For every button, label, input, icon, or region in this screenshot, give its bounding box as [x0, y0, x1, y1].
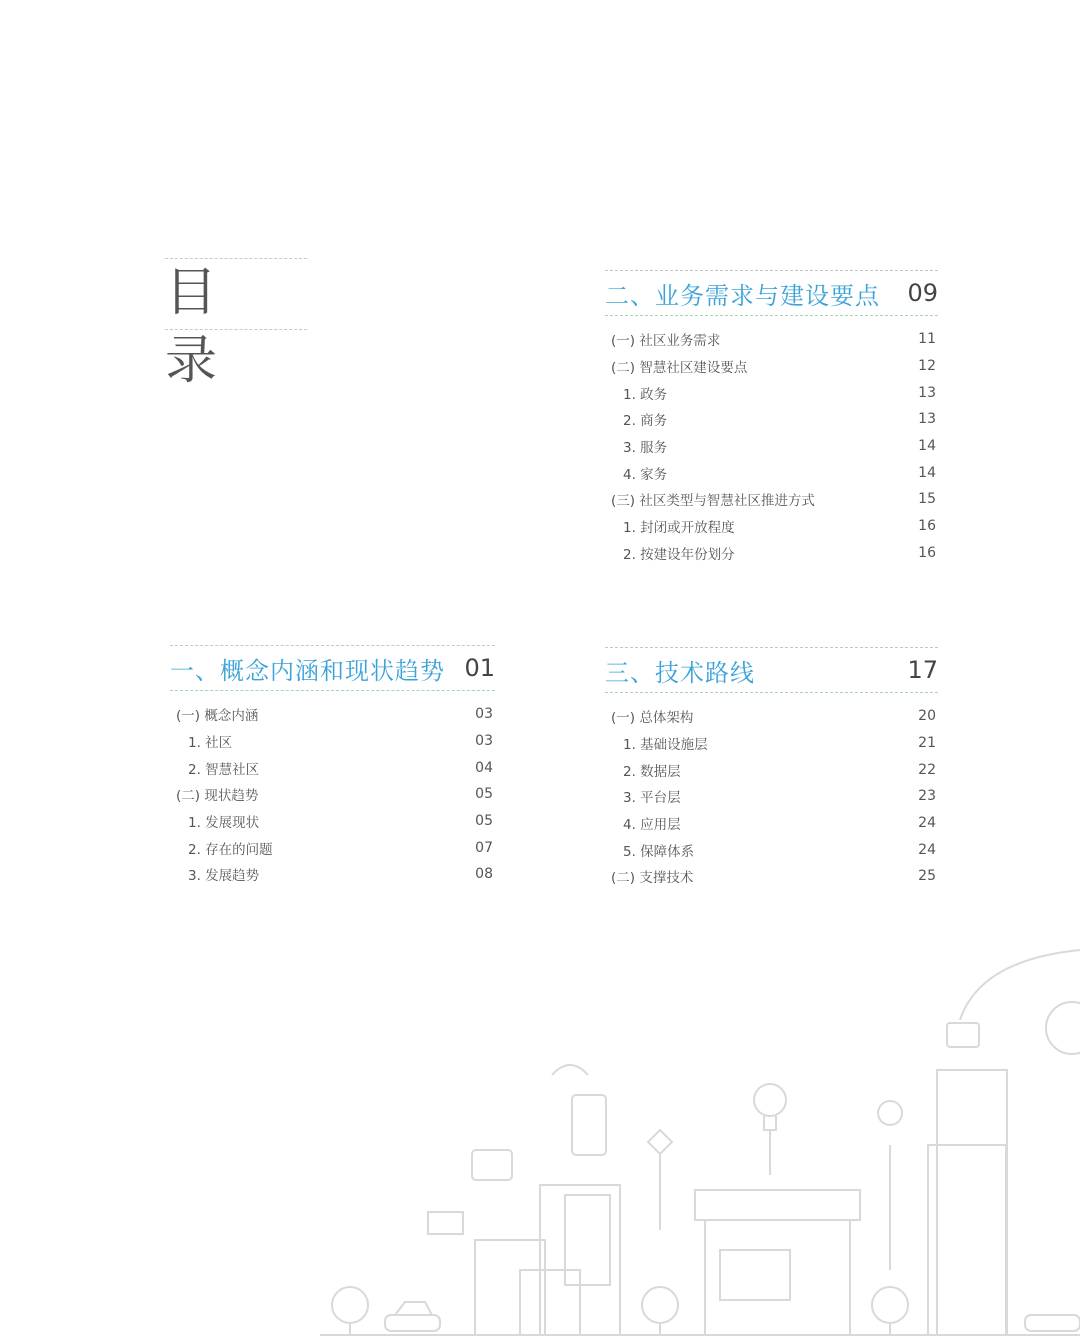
section-header[interactable] — [170, 645, 495, 691]
toc-entry-page: 24 — [918, 841, 936, 858]
toc-entry-page: 07 — [475, 839, 493, 856]
toc-entry-label: 2. 存在的问题 — [188, 841, 273, 858]
toc-entry[interactable] — [605, 326, 938, 353]
toc-entry[interactable] — [170, 728, 495, 755]
toc-entry-page: 05 — [475, 786, 493, 803]
toc-entry-label: 1. 基础设施层 — [623, 737, 708, 754]
toc-entry-page: 25 — [918, 868, 936, 885]
toc-entry[interactable] — [605, 730, 938, 757]
section-title: 三、技术路线 — [605, 658, 755, 687]
toc-entry-label: 4. 应用层 — [623, 817, 681, 834]
toc-entries — [605, 326, 938, 566]
toc-entry-page: 04 — [475, 759, 493, 776]
toc-entry-label: (一) 概念内涵 — [176, 708, 259, 725]
toc-entry-label: (一) 社区业务需求 — [611, 333, 721, 350]
toc-entry-page: 11 — [918, 331, 936, 348]
toc-entry-page: 13 — [918, 384, 936, 401]
toc-entry-label: 3. 服务 — [623, 440, 668, 457]
toc-entry-page: 16 — [918, 544, 936, 561]
toc-entries — [605, 703, 938, 890]
toc-entry-label: (三) 社区类型与智慧社区推进方式 — [611, 493, 815, 510]
section-title: 一、概念内涵和现状趋势 — [170, 656, 445, 685]
toc-entry-label: 1. 政务 — [623, 386, 668, 403]
toc-entry-label: (二) 智慧社区建设要点 — [611, 360, 748, 377]
toc-entry-page: 08 — [475, 866, 493, 883]
toc-entries — [170, 701, 495, 888]
toc-entry-page: 03 — [475, 706, 493, 723]
toc-entry[interactable] — [605, 540, 938, 567]
toc-entry[interactable] — [605, 783, 938, 810]
section-3 — [605, 647, 938, 890]
toc-entry[interactable] — [170, 781, 495, 808]
toc-entry-label: 5. 保障体系 — [623, 843, 695, 860]
toc-entry-label: 1. 封闭或开放程度 — [623, 520, 735, 537]
toc-entry[interactable] — [170, 861, 495, 888]
toc-entry-label: (一) 总体架构 — [611, 710, 694, 727]
toc-entry[interactable] — [605, 486, 938, 513]
toc-entry-page: 03 — [475, 733, 493, 750]
toc-entry-page: 14 — [918, 464, 936, 481]
section-1 — [170, 645, 495, 888]
toc-entry-label: 2. 按建设年份划分 — [623, 546, 735, 563]
section-page-number: 01 — [464, 654, 495, 682]
toc-entry[interactable] — [605, 379, 938, 406]
toc-entry-label: 2. 商务 — [623, 413, 668, 430]
toc-entry[interactable] — [170, 834, 495, 861]
toc-entry-page: 15 — [918, 491, 936, 508]
toc-entry[interactable] — [170, 701, 495, 728]
toc-entry[interactable] — [605, 459, 938, 486]
toc-title: 目 录 — [165, 258, 307, 330]
toc-entry[interactable] — [605, 810, 938, 837]
toc-entry-label: 3. 发展趋势 — [188, 868, 260, 885]
toc-entry-page: 20 — [918, 708, 936, 725]
toc-entry[interactable] — [170, 808, 495, 835]
toc-entry[interactable] — [605, 703, 938, 730]
section-page-number: 09 — [907, 279, 938, 307]
toc-entry-page: 16 — [918, 518, 936, 535]
toc-entry-label: (二) 现状趋势 — [176, 788, 259, 805]
toc-entry[interactable] — [605, 353, 938, 380]
toc-entry-page: 13 — [918, 411, 936, 428]
section-title: 二、业务需求与建设要点 — [605, 281, 880, 310]
toc-entry[interactable] — [605, 836, 938, 863]
toc-entry-label: 4. 家务 — [623, 466, 668, 483]
toc-entry-label: (二) 支撑技术 — [611, 870, 694, 887]
toc-entry-page: 05 — [475, 813, 493, 830]
toc-entry-page: 23 — [918, 788, 936, 805]
toc-entry-label: 2. 数据层 — [623, 763, 681, 780]
toc-entry-page: 24 — [918, 815, 936, 832]
city-line-illustration — [320, 930, 1080, 1337]
toc-entry-label: 1. 社区 — [188, 735, 233, 752]
toc-entry[interactable] — [605, 513, 938, 540]
toc-entry-page: 14 — [918, 438, 936, 455]
section-2 — [605, 270, 938, 566]
toc-entry-page: 12 — [918, 358, 936, 375]
toc-entry[interactable] — [170, 754, 495, 781]
toc-entry[interactable] — [605, 433, 938, 460]
toc-entry-page: 22 — [918, 761, 936, 778]
toc-entry-label: 2. 智慧社区 — [188, 761, 260, 778]
toc-entry[interactable] — [605, 863, 938, 890]
toc-entry-page: 21 — [918, 735, 936, 752]
toc-entry[interactable] — [605, 756, 938, 783]
section-page-number: 17 — [907, 656, 938, 684]
toc-entry[interactable] — [605, 406, 938, 433]
section-header[interactable] — [605, 270, 938, 316]
section-header[interactable] — [605, 647, 938, 693]
toc-entry-label: 3. 平台层 — [623, 790, 681, 807]
toc-entry-label: 1. 发展现状 — [188, 815, 260, 832]
